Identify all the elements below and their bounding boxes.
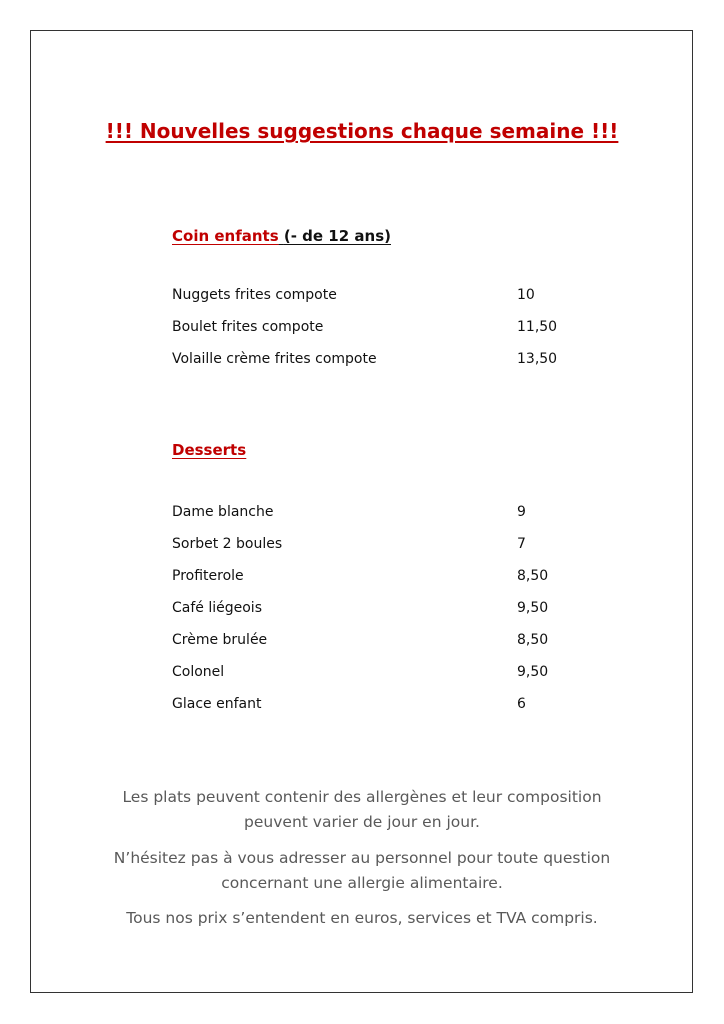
allergen-notice-line: Les plats peuvent contenir des allergènes et leur composition (122, 788, 602, 806)
menu-item (172, 534, 572, 554)
menu-item-name: Boulet frites compote (172, 319, 324, 335)
allergen-notice-line: peuvent varier de jour en jour. (244, 813, 480, 831)
menu-item-name: Café liégeois (172, 600, 262, 616)
menu-item (172, 285, 572, 305)
menu-item (172, 662, 572, 682)
kids-section-title (172, 226, 391, 246)
menu-item (172, 349, 572, 369)
menu-item (172, 502, 572, 522)
menu-item-name: Nuggets frites compote (172, 287, 337, 303)
menu-item-price: 10 (517, 287, 535, 303)
menu-item-name: Glace enfant (172, 696, 262, 712)
menu-item-name: Crème brulée (172, 632, 268, 648)
kids-section-label: Coin enfants (172, 227, 279, 245)
price-notice-line: Tous nos prix s’entendent en euros, services et TVA compris. (126, 909, 598, 927)
headline-text: !!! Nouvelles suggestions chaque semaine !!! (105, 119, 619, 143)
menu-item-price: 7 (517, 536, 526, 552)
allergy-staff-notice-line: concernant une allergie alimentaire. (221, 874, 503, 892)
menu-item (172, 694, 572, 714)
menu-item-price: 9,50 (517, 664, 549, 680)
desserts-section-title (172, 440, 246, 460)
menu-item-name: Sorbet 2 boules (172, 536, 283, 552)
menu-item (172, 566, 572, 586)
menu-item-price: 6 (517, 696, 526, 712)
menu-item-name: Profiterole (172, 568, 244, 584)
menu-item-price: 9 (517, 504, 526, 520)
menu-item-name: Dame blanche (172, 504, 274, 520)
allergen-notice (80, 785, 644, 835)
menu-item-price: 8,50 (517, 568, 549, 584)
allergy-staff-notice-line: N’hésitez pas à vous adresser au personnel pour toute question (113, 849, 611, 867)
menu-item-price: 9,50 (517, 600, 549, 616)
menu-item-price: 8,50 (517, 632, 549, 648)
menu-item-name: Colonel (172, 664, 225, 680)
menu-item-price: 11,50 (517, 319, 558, 335)
menu-item (172, 317, 572, 337)
allergy-staff-notice (80, 846, 644, 896)
menu-item (172, 598, 572, 618)
menu-item-price: 13,50 (517, 351, 558, 367)
price-notice (80, 906, 644, 931)
kids-section-age-note: (- de 12 ans) (283, 227, 391, 245)
headline (0, 118, 724, 144)
menu-item-name: Volaille crème frites compote (172, 351, 377, 367)
menu-item (172, 630, 572, 650)
desserts-section-label: Desserts (172, 441, 247, 459)
